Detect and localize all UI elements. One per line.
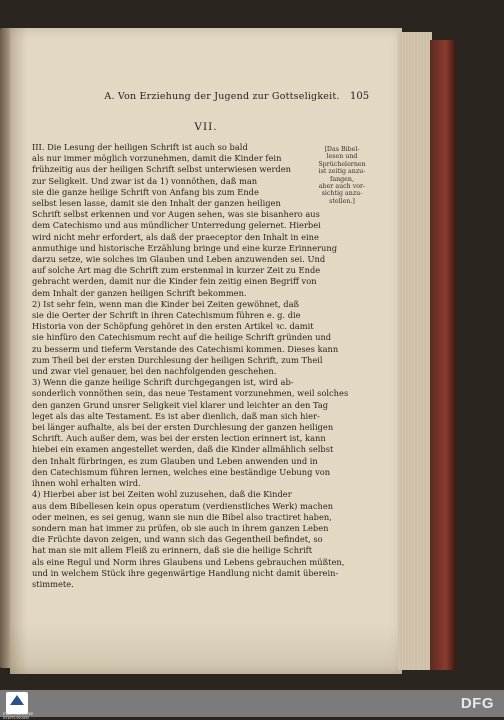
text-line: 4) Hierbei aber ist bei Zeiten wohl zuzusehen, daß die Kinder — [32, 489, 292, 500]
section-number: VII. — [194, 121, 218, 133]
running-head: A. Von Erziehung der Jugend zur Gottseligkeit. — [104, 91, 340, 102]
paragraph-1-intro — [32, 142, 302, 209]
text-line: anmuthige und historische Erzählung bringe und eine kurze Erinnerung — [32, 242, 338, 253]
institution-logo-icon — [6, 692, 28, 714]
text-line: auf solche Art mag die Schrift zum erstenmal in kurzer Zeit zu Ende — [32, 265, 321, 276]
paragraph-4 — [32, 489, 364, 590]
text-line: ihnen wohl erhalten wird. — [32, 478, 141, 489]
text-line: zum Theil bei der ersten Durchlesung der heiligen Schrift, zum Theil — [32, 354, 323, 365]
text-line: den Catechismum führen lernen, welches eine beständige Uebung von — [32, 466, 331, 477]
text-line: als nur immer möglich vorzunehmen, damit die Kinder fein — [32, 153, 282, 164]
text-line: sie die Oerter der Schrift in ihren Catechismum führen e. g. die — [32, 310, 301, 321]
text-line: 2) Ist sehr fein, wenn man die Kinder bei Zeiten gewöhnet, daß — [32, 298, 300, 309]
page-number: 105 — [350, 91, 370, 102]
paragraph-3 — [32, 377, 364, 489]
margin-note-line: fangen, — [330, 175, 354, 183]
text-line: darzu setze, wie solches im Glauben und Leben anzuwenden sei. Und — [32, 254, 326, 265]
text-line: leget als das alte Testament. Es ist aber dienlich, daß man sich hier- — [32, 410, 320, 421]
text-line: als eine Regul und Norm ihres Glaubens und Lebens gebrauchen müßten, — [32, 556, 345, 567]
text-line: den ganzen Grund unsrer Seligkeit viel klarer und leichter an den Tag — [32, 399, 329, 410]
text-line: sie hinfüro den Catechismum recht auf die heilige Schrift gründen und — [32, 332, 332, 343]
book-page — [10, 28, 402, 674]
text-line: und in welchem Stück ihre gegenwärtige Handlung nicht damit überein- — [32, 567, 339, 578]
text-line: wird nicht mehr erfordert, als daß der praeceptor den Inhalt in eine — [32, 231, 319, 242]
text-line: oder meinen, es sei genug, wann sie nun die Bibel also tractiret haben, — [32, 511, 332, 522]
text-line: 3) Wenn die ganze heilige Schrift durchgegangen ist, wird ab- — [32, 377, 294, 388]
text-line: zu besserm und tieferm Verstande des Catechismi kommen. Dieses kann — [32, 343, 339, 354]
text-line: selbst lesen lasse, damit sie den Inhalt der ganzen heiligen — [32, 198, 281, 209]
margin-note-line: lesen und — [326, 153, 358, 161]
margin-note-line: aber auch vor- — [318, 183, 366, 191]
margin-note-line: sichtig anzu- — [321, 190, 363, 198]
text-line: und zwar viel genauer, bei den nachfolgenden geschehen. — [32, 366, 277, 377]
book-cover — [430, 40, 456, 670]
text-line: Schrift selbst erkennen und vor Augen sehen, was sie bisanhero aus — [32, 209, 320, 220]
text-line: hat man sie mit allem Fleiß zu erinnern, daß sie die heilige Schrift — [32, 545, 313, 556]
paragraph-1 — [32, 209, 364, 299]
text-line: frühzeitig aus der heiligen Schrift selbst unterwiesen werden — [32, 164, 291, 175]
text-line: Historia von der Schöpfung gehöret in den ersten Artikel ꝛc. damit — [32, 321, 314, 332]
body-text — [32, 142, 364, 590]
text-line: Schrift. Auch außer dem, was bei der ersten lection erinnert ist, kann — [32, 433, 326, 444]
text-line: den Inhalt fürbringen, es zum Glauben und Leben anwenden und in — [32, 455, 318, 466]
text-line: dem Catechismo und aus mündlicher Unterredung gelernet. Hierbei — [32, 220, 321, 231]
institution-logo-caption: FRANCKESCHE STIFTUNGEN — [3, 712, 33, 720]
margin-note-line: ist zeitig anzu- — [318, 168, 366, 176]
text-line: zur Seligkeit. Und zwar ist da 1) vonnöthen, daß man — [32, 175, 258, 186]
margin-note-line: [Das Bibel- — [324, 146, 360, 153]
text-line: III. Die Lesung der heiligen Schrift ist auch so bald — [32, 142, 248, 152]
text-line: sie die ganze heilige Schrift von Anfang bis zum Ende — [32, 186, 259, 197]
text-line: dem Inhalt der ganzen heiligen Schrift bekommen. — [32, 287, 247, 298]
text-line: aus dem Bibellesen kein opus operatum (verdienstliches Werk) machen — [32, 500, 334, 511]
margin-note-line: Sprüchelernen — [318, 160, 366, 168]
dfg-logo: DFG — [460, 695, 494, 712]
text-line: sondern man hat immer zu prüfen, ob sie auch in ihrem ganzen Leben — [32, 522, 329, 533]
text-line: sonderlich vonnöthen sein, das neue Testament vorzunehmen, weil solches — [32, 388, 349, 399]
text-line: bei länger aufhalte, als bei der ersten Durchlesung der ganzen heiligen — [32, 422, 334, 433]
text-line: gebracht werden, damit nur die Kinder fein zeitig einen Begriff von — [32, 276, 317, 287]
paragraph-2 — [32, 299, 364, 377]
text-line: hiebei ein examen angestellet werden, daß die Kinder allmählich selbst — [32, 444, 334, 455]
text-line: die Früchte davon zeigen, und wann sich das Gegentheil befindet, so — [32, 534, 323, 545]
viewer-footer-bar — [0, 690, 504, 717]
margin-note-line: stellen.] — [329, 197, 355, 205]
text-line: stimmete. — [32, 578, 74, 589]
page-stack-edge — [398, 32, 432, 670]
